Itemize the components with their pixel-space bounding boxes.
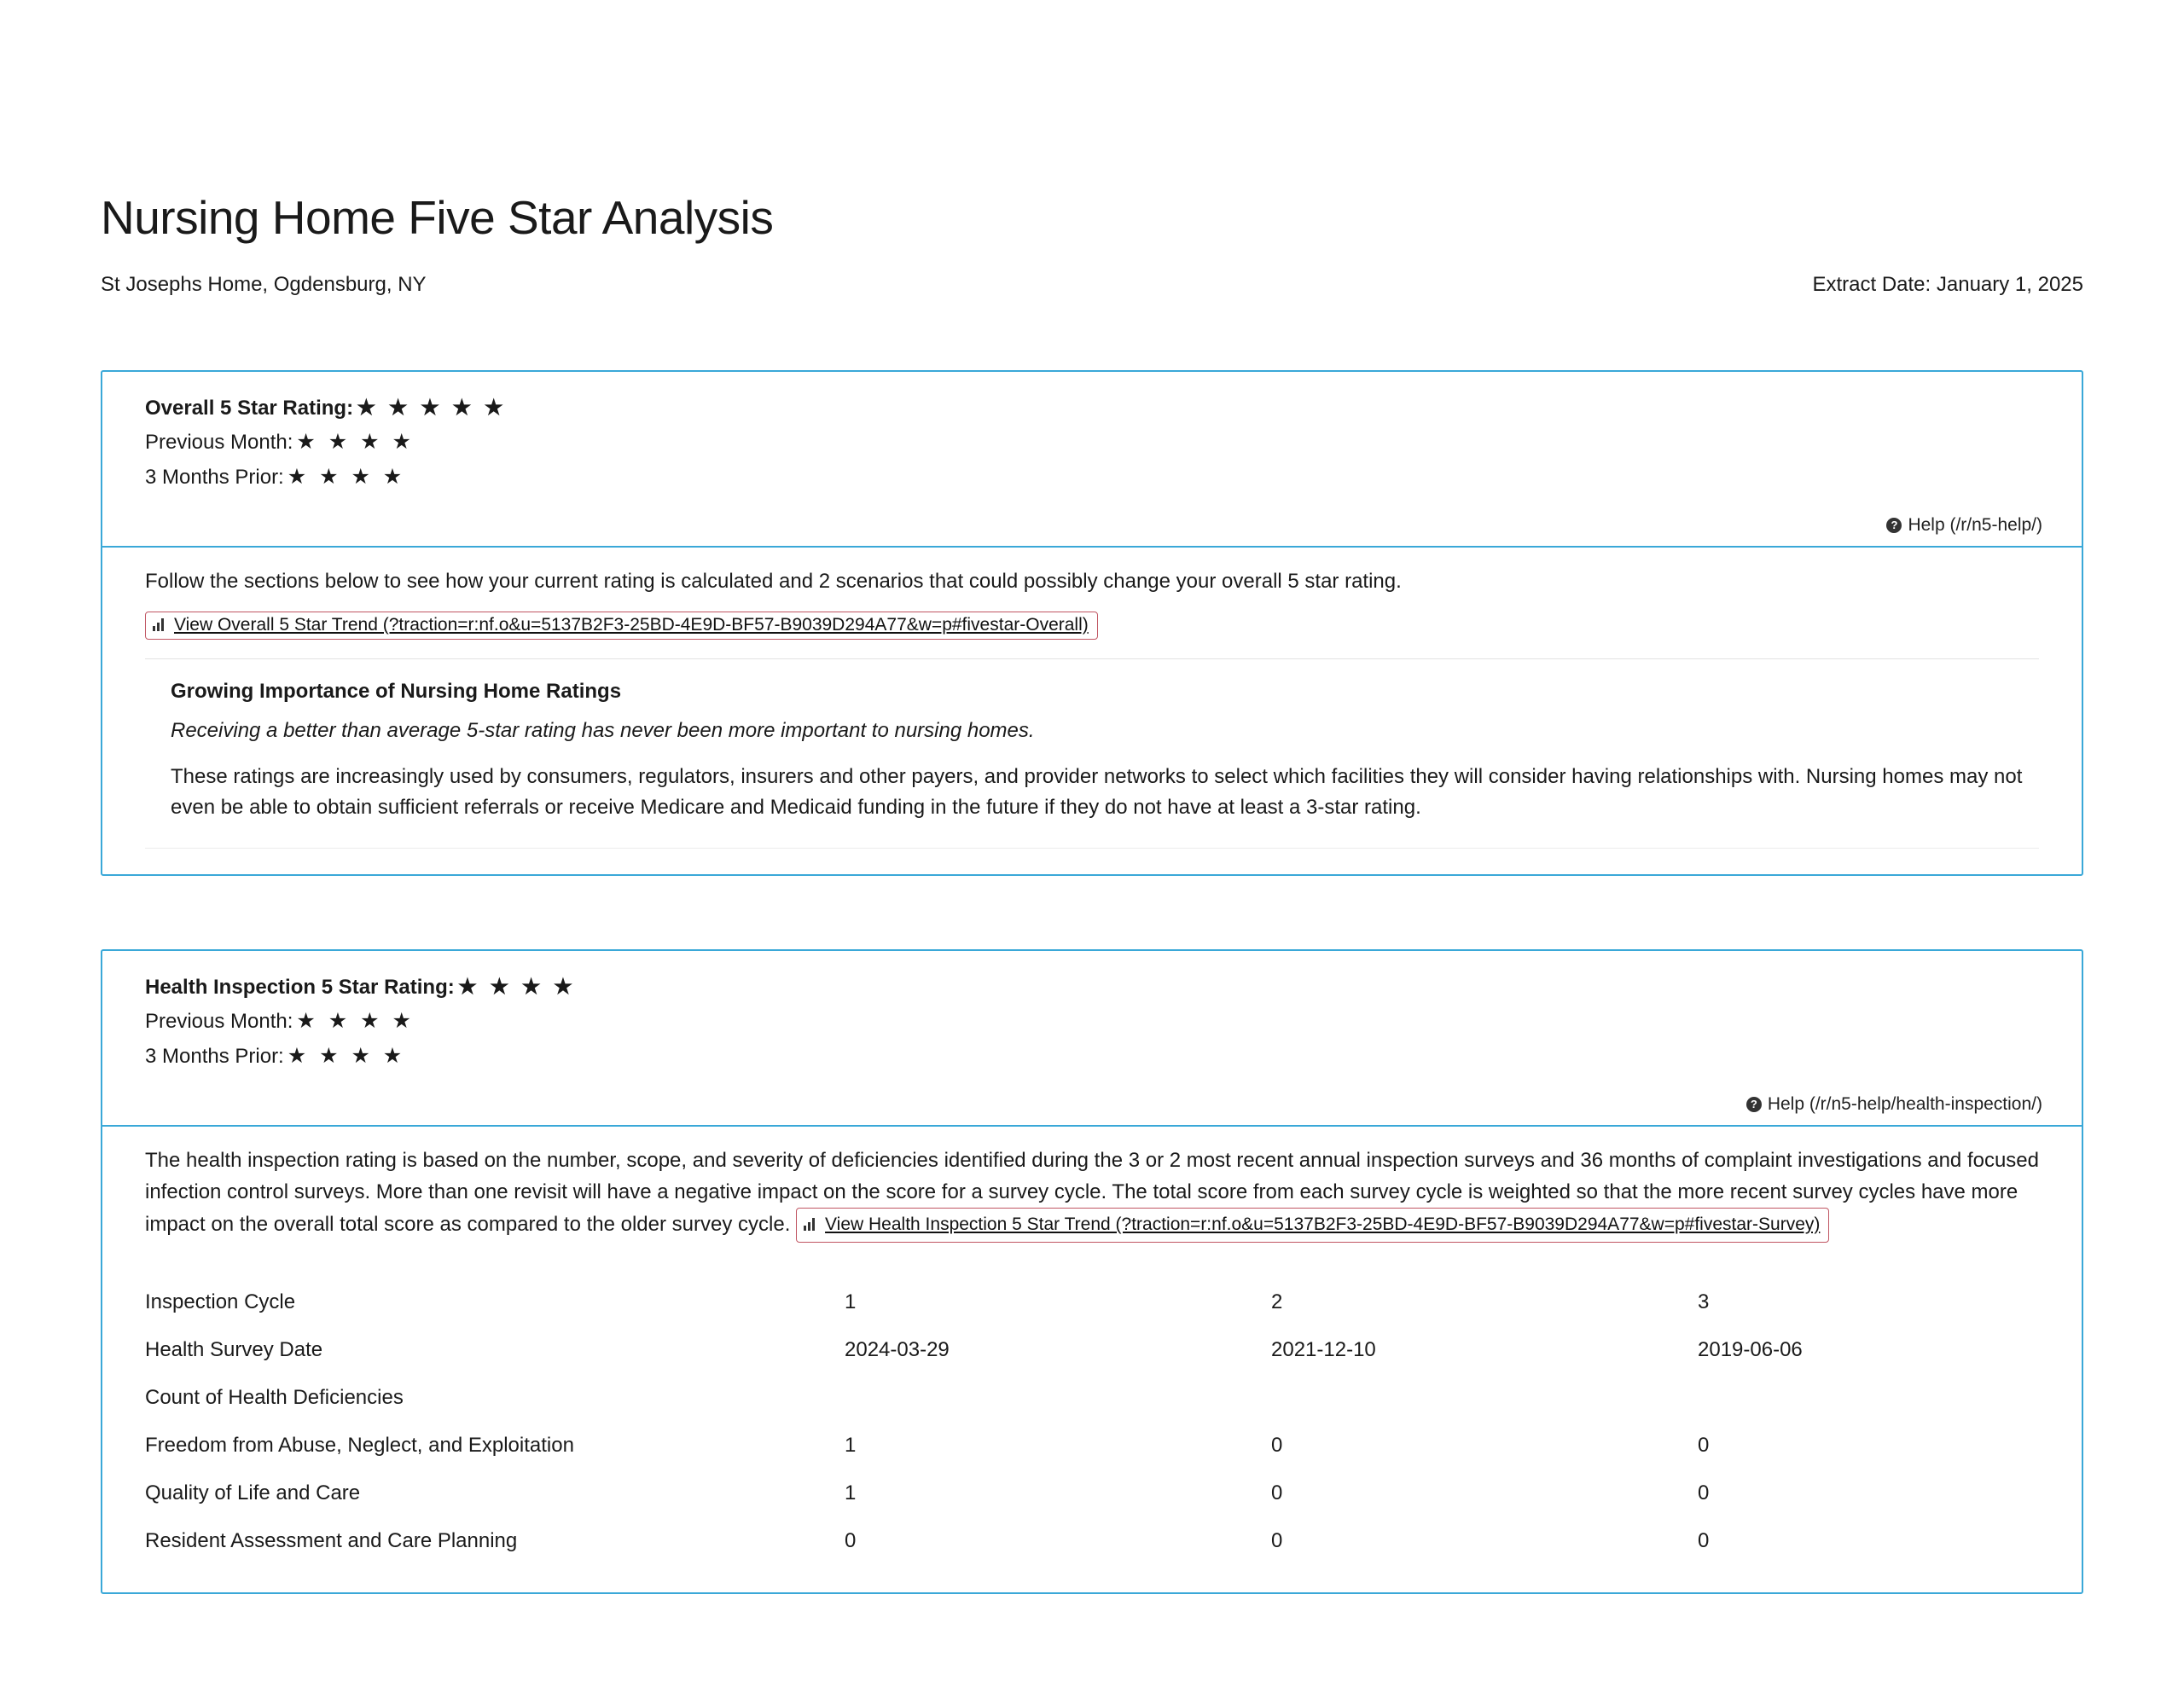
table-row — [145, 1328, 2039, 1376]
health-three-months-prior-line — [145, 1039, 2039, 1074]
health-help-row[interactable] — [102, 1089, 2082, 1125]
row-value-cycle-1: 1 — [845, 1290, 857, 1313]
overall-rating-panel — [101, 370, 2083, 876]
overall-section-divider — [145, 658, 2039, 659]
row-value-cycle-1 — [845, 1376, 1271, 1423]
facility-name: St Josephs Home, Ogdensburg, NY — [101, 272, 427, 296]
health-three-months-prior-label: 3 Months Prior: — [145, 1045, 284, 1069]
growing-importance-title: Growing Importance of Nursing Home Ratings — [171, 679, 622, 703]
question-circle-icon: ? — [1886, 518, 1902, 533]
row-label: Health Survey Date — [145, 1338, 323, 1361]
health-previous-month-line — [145, 1004, 2039, 1039]
row-value-cycle-3: 2019-06-06 — [1698, 1338, 1803, 1361]
health-rating-line — [145, 970, 2039, 1005]
health-description — [145, 1145, 2039, 1243]
table-row — [145, 1280, 2039, 1328]
row-label: Freedom from Abuse, Neglect, and Exploitation — [145, 1434, 574, 1457]
row-value-cycle-2: 2 — [1271, 1290, 1283, 1313]
health-description-text: The health inspection rating is based on the number, scope, and severity of deficiencies identified during the 3 or 2 most recent annual inspection surveys and 36 months of complaint investigations and focused infection control surveys. More than one revisit will have a negative impact on the score for a survey cycle. The total score from each survey cycle is weighted so that the more recent survey cycles have more impact on the overall total score as compared to the older survey cycle. — [145, 1149, 2039, 1236]
overall-three-months-prior-label: 3 Months Prior: — [145, 466, 284, 490]
row-value-cycle-3: 0 — [1698, 1434, 1710, 1457]
extract-date: Extract Date: January 1, 2025 — [1812, 272, 2083, 296]
health-rating-stars: ★ ★ ★ ★ — [457, 974, 577, 999]
question-circle-icon: ? — [1746, 1097, 1762, 1112]
overall-bottom-rule — [145, 848, 2039, 849]
row-value-cycle-1: 1 — [845, 1481, 857, 1504]
health-inspection-header — [102, 951, 2082, 1090]
view-overall-trend-label: View Overall 5 Star Trend (?traction=r:nf.o&u=5137B2F3-25BD-4E9D-BF57-B9039D294A77&w=p#fivestar-Overall) — [174, 614, 1089, 635]
overall-previous-month-label: Previous Month: — [145, 431, 293, 455]
row-value-cycle-3: 3 — [1698, 1290, 1710, 1313]
row-value-cycle-2: 2021-12-10 — [1271, 1338, 1376, 1361]
row-value-cycle-3 — [1698, 1376, 2039, 1423]
overall-panel-body — [102, 548, 2082, 873]
overall-intro-text: Follow the sections below to see how your current rating is calculated and 2 scenarios that could possibly change your overall 5 star rating. — [145, 570, 1402, 594]
overall-help-row[interactable] — [102, 510, 2082, 546]
health-inspection-table — [145, 1280, 2039, 1567]
row-label: Inspection Cycle — [145, 1290, 296, 1313]
row-value-cycle-2: 0 — [1271, 1434, 1283, 1457]
growing-importance-section — [145, 680, 2039, 824]
health-previous-month-label: Previous Month: — [145, 1010, 293, 1034]
overall-previous-month-stars: ★ ★ ★ ★ — [296, 430, 415, 455]
row-value-cycle-2: 0 — [1271, 1529, 1283, 1552]
overall-rating-stars: ★ ★ ★ ★ ★ — [357, 395, 507, 420]
row-value-cycle-2: 0 — [1271, 1481, 1283, 1504]
view-health-trend-link[interactable] — [796, 1208, 1829, 1243]
table-row — [145, 1519, 2039, 1567]
overall-rating-label: Overall 5 Star Rating: — [145, 396, 354, 420]
page-title: Nursing Home Five Star Analysis — [101, 191, 774, 244]
health-panel-body — [102, 1127, 2082, 1592]
row-label: Quality of Life and Care — [145, 1481, 361, 1504]
overall-help-link[interactable]: Help (/r/n5-help/) — [1908, 515, 2042, 536]
overall-rating-line — [145, 391, 2039, 426]
row-value-cycle-1: 1 — [845, 1434, 857, 1457]
overall-rating-header — [102, 372, 2082, 511]
overall-previous-month-line — [145, 425, 2039, 460]
row-value-cycle-1: 0 — [845, 1529, 857, 1552]
growing-importance-body: These ratings are increasingly used by consumers, regulators, insurers and other payers, and provider networks to select which facilities they will consider having relationships with. Nursing homes may not even be able to obtain sufficient referrals or receive Medicare and Medicaid funding in the future if they do not have at least a 3-star rating. — [171, 764, 2023, 820]
growing-importance-subtitle: Receiving a better than average 5-star rating has never been more important to nursing homes. — [171, 718, 1035, 742]
table-row — [145, 1471, 2039, 1519]
row-value-cycle-1: 2024-03-29 — [845, 1338, 950, 1361]
health-inspection-panel — [101, 949, 2083, 1594]
health-help-link[interactable]: Help (/r/n5-help/health-inspection/) — [1767, 1094, 2042, 1115]
view-overall-trend-link[interactable] — [145, 612, 1098, 640]
row-value-cycle-2 — [1271, 1376, 1698, 1423]
health-three-months-prior-stars: ★ ★ ★ ★ — [287, 1044, 406, 1069]
row-value-cycle-3: 0 — [1698, 1481, 1710, 1504]
bar-chart-icon — [804, 1218, 818, 1231]
row-label: Resident Assessment and Care Planning — [145, 1529, 518, 1552]
bar-chart-icon — [153, 618, 167, 631]
row-label: Count of Health Deficiencies — [145, 1386, 404, 1409]
health-rating-label: Health Inspection 5 Star Rating: — [145, 975, 455, 999]
overall-three-months-prior-line — [145, 460, 2039, 495]
view-health-trend-label: View Health Inspection 5 Star Trend (?traction=r:nf.o&u=5137B2F3-25BD-4E9D-BF57-B9039D294A77&w=p#fivestar-Survey) — [825, 1215, 1821, 1235]
overall-three-months-prior-stars: ★ ★ ★ ★ — [287, 465, 406, 490]
table-row — [145, 1423, 2039, 1471]
health-previous-month-stars: ★ ★ ★ ★ — [296, 1009, 415, 1034]
table-row — [145, 1376, 2039, 1423]
row-value-cycle-3: 0 — [1698, 1529, 1710, 1552]
document-subheader — [101, 273, 2083, 297]
